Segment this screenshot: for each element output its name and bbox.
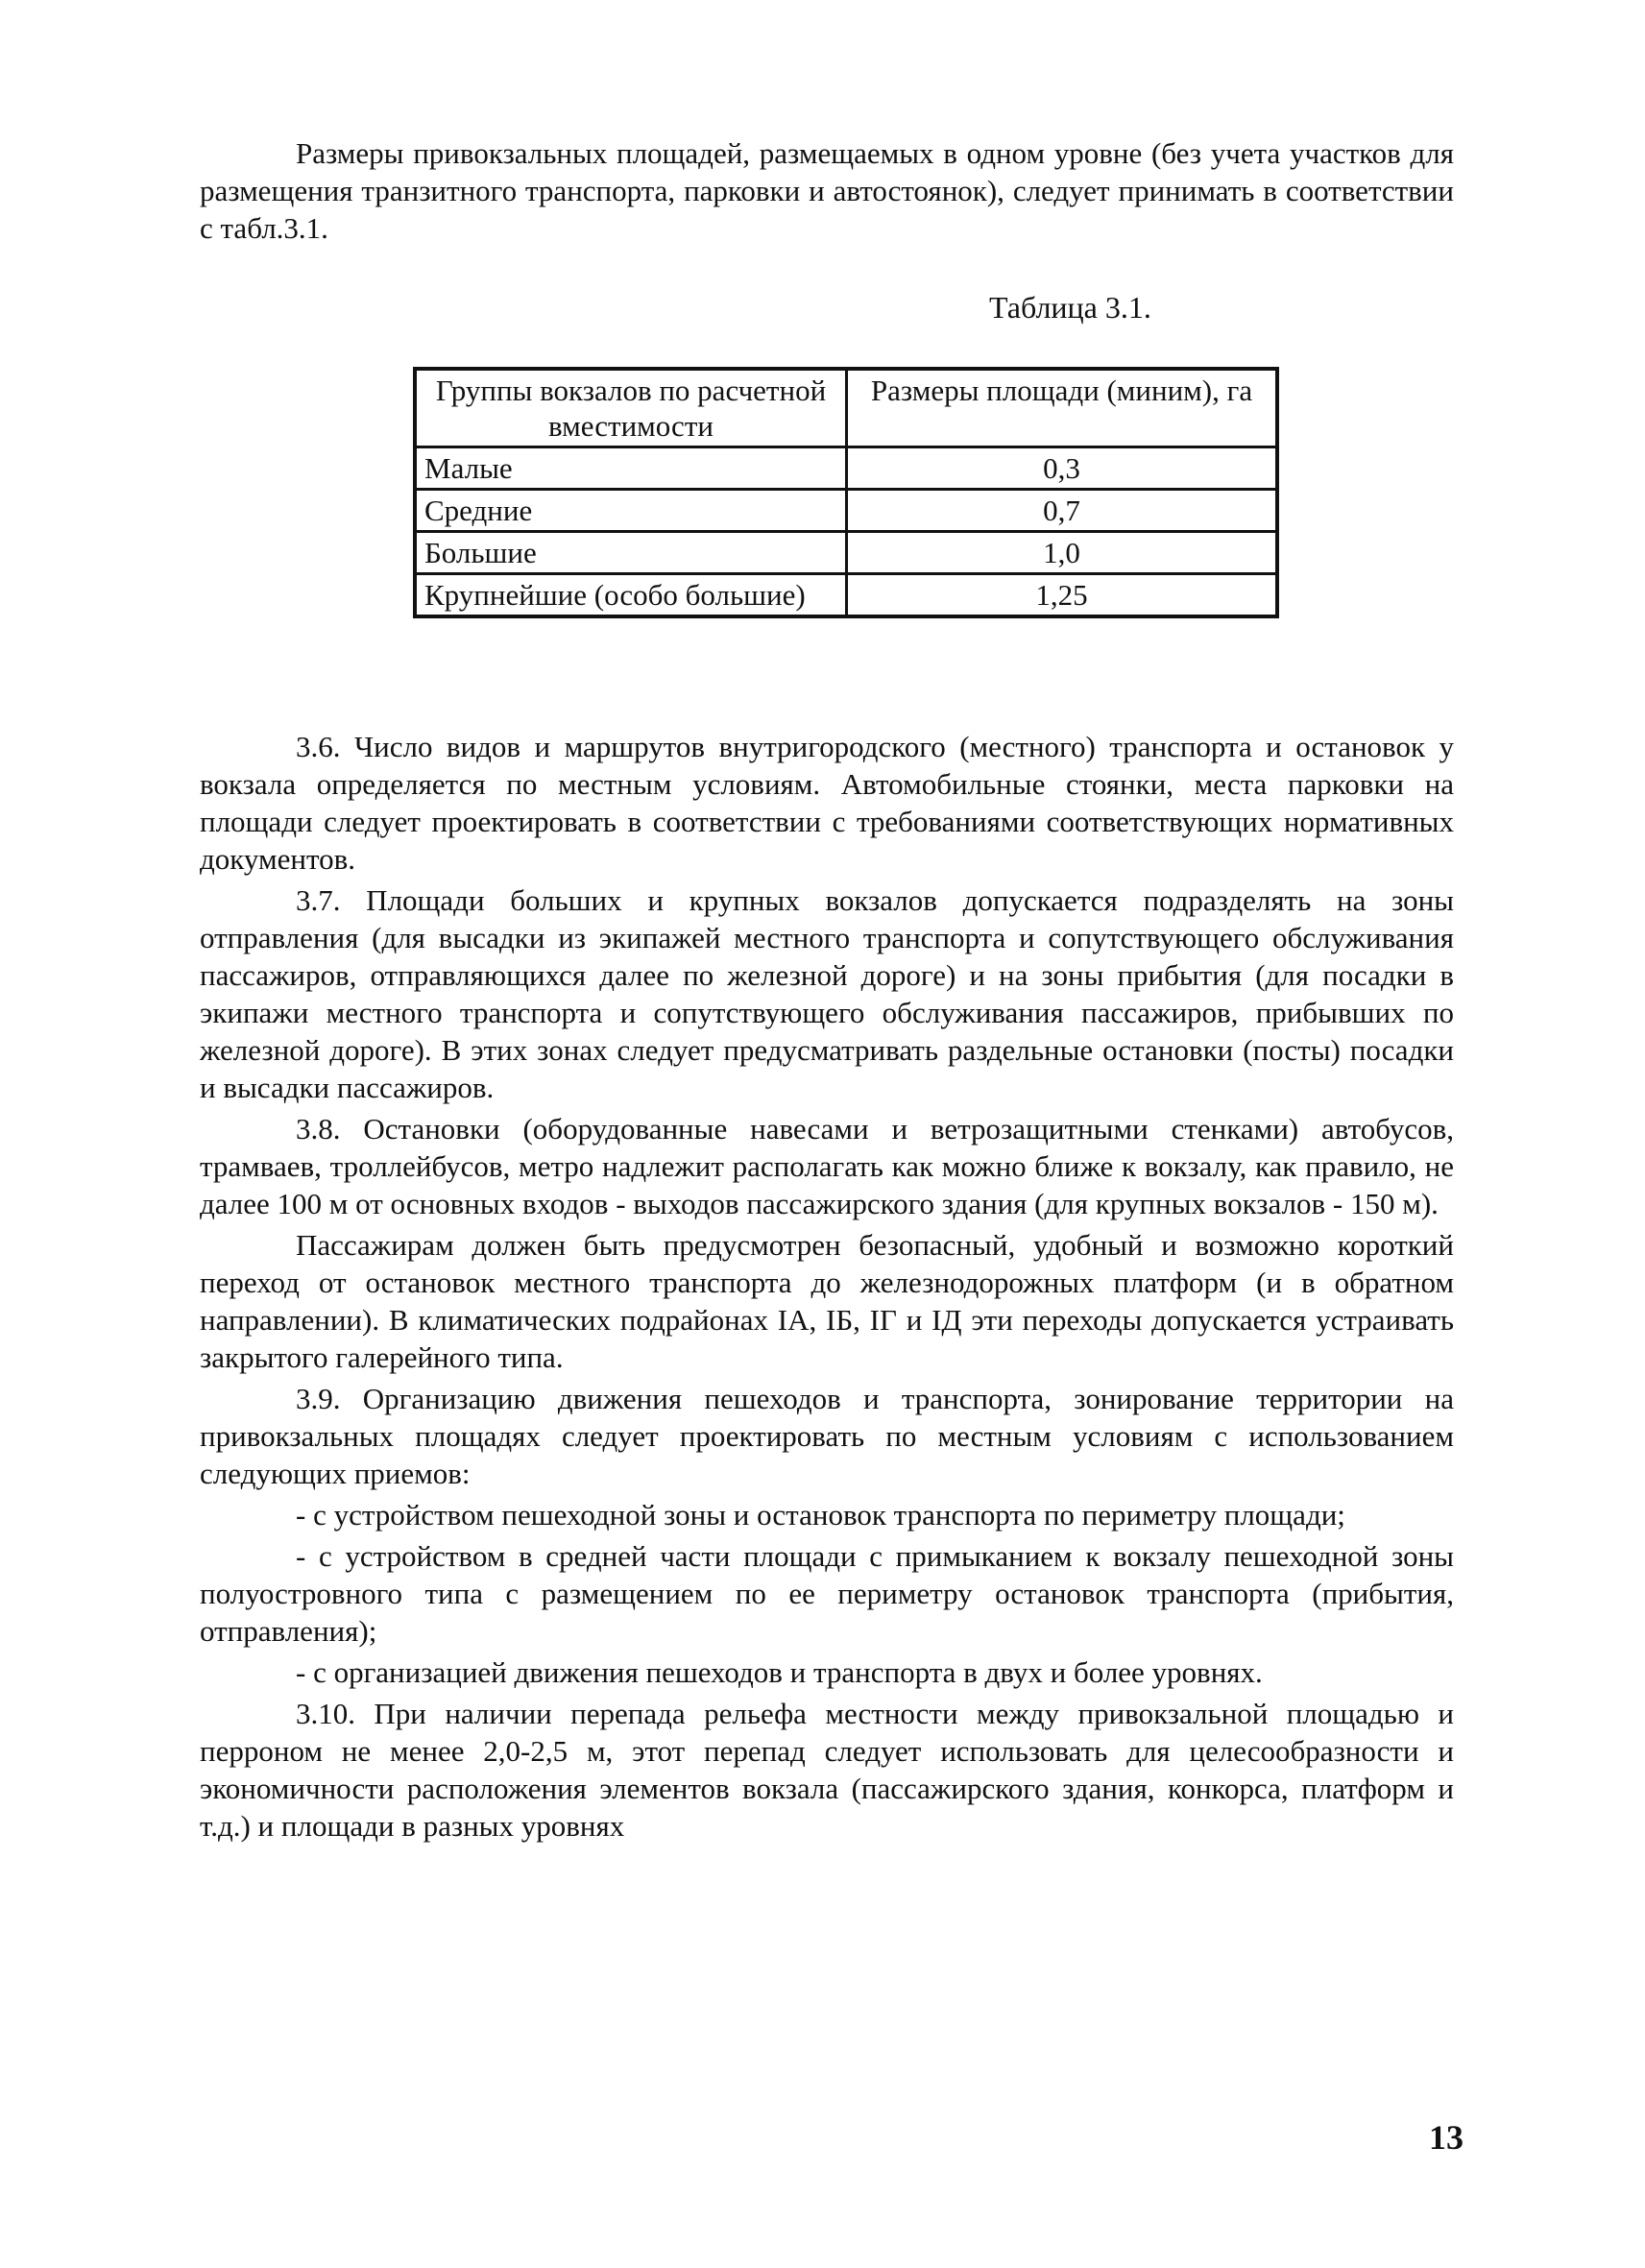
intro-paragraph — [200, 134, 1454, 247]
paragraph-3-7: 3.7. Площади больших и крупных вокзалов допускается подразделять на зоны отправления (для высадки из экипажей местного транспорта и сопутствующего обслуживания пассажиров, отправляющихся далее по железной дороге) и на зоны прибытия (для посадки в экипажи местного транспорта и сопутствующего обслуживания пассажиров, прибывших по железной дороге). В этих зонах следует предусматривать раздельные остановки (посты) посадки и высадки пассажиров. — [200, 883, 1454, 1104]
table-header-area: Размеры площади (миним), га — [847, 369, 1278, 447]
table-cell-area: 1,25 — [847, 574, 1278, 617]
table-cell-group: Средние — [415, 490, 847, 532]
table-cell-group: Крупнейшие (особо большие) — [415, 574, 847, 617]
table-row — [415, 574, 1277, 617]
intro-text: Размеры привокзальных площадей, размещаемых в одном уровне (без учета участков для размещения транзитного транспорта, парковки и автостоянок), следует принимать в соответствии с табл.3.1. — [200, 136, 1454, 245]
paragraph-3-8: 3.8. Остановки (оборудованные навесами и ветрозащитными стенками) автобусов, трамваев, троллейбусов, метро надлежит располагать как можно ближе к вокзалу, как правило, не далее 100 м от основных входов - выходов пассажирского здания (для крупных вокзалов - 150 м). — [200, 1112, 1454, 1220]
list-item: - с организацией движения пешеходов и транспорта в двух и более уровнях. — [296, 1655, 1263, 1689]
table-cell-area: 1,0 — [847, 532, 1278, 574]
paragraph-3-6: 3.6. Число видов и маршрутов внутригородского (местного) транспорта и остановок у вокзала определяется по местным условиям. Автомобильные стоянки, места парковки на площади следует проектировать в соответствии с требованиями соответствующих нормативных документов. — [200, 730, 1454, 876]
table-3-1 — [413, 367, 1279, 618]
table-cell-group: Большие — [415, 532, 847, 574]
table-cell-area: 0,3 — [847, 447, 1278, 490]
paragraph-3-9: 3.9. Организацию движения пешеходов и транспорта, зонирование территории на привокзальных площадях следует проектировать по местным условиям с использованием следующих приемов: — [200, 1382, 1454, 1490]
table-header-row — [415, 369, 1277, 447]
table-cell-group: Малые — [415, 447, 847, 490]
list-item: - с устройством пешеходной зоны и остановок транспорта по периметру площади; — [296, 1498, 1345, 1532]
table-row — [415, 447, 1277, 490]
table-cell-area: 0,7 — [847, 490, 1278, 532]
table-header-group: Группы вокзалов по расчетной вместимости — [415, 369, 847, 447]
paragraph-passengers: Пассажирам должен быть предусмотрен безопасный, удобный и возможно короткий переход от остановок местного транспорта до железнодорожных платформ (и в обратном направлении). В климатических подрайонах IA, IБ, IГ и IД эти переходы допускается устраивать закрытого галерейного типа. — [200, 1228, 1454, 1374]
list-item: - с устройством в средней части площади с примыканием к вокзалу пешеходной зоны полуостровного типа с размещением по ее периметру остановок транспорта (прибытия, отправления); — [200, 1539, 1454, 1648]
paragraph-3-10: 3.10. При наличии перепада рельефа местности между привокзальной площадью и перроном не менее 2,0-2,5 м, этот перепад следует использовать для целесообразности и экономичности расположения элементов вокзала (пассажирского здания, конкорса, платформ и т.д.) и площади в разных уровнях — [200, 1697, 1454, 1843]
body-text — [200, 728, 1454, 1845]
table-caption: Таблица 3.1. — [989, 290, 1151, 325]
page-number: 13 — [1429, 2118, 1464, 2157]
table-row — [415, 490, 1277, 532]
table-row — [415, 532, 1277, 574]
